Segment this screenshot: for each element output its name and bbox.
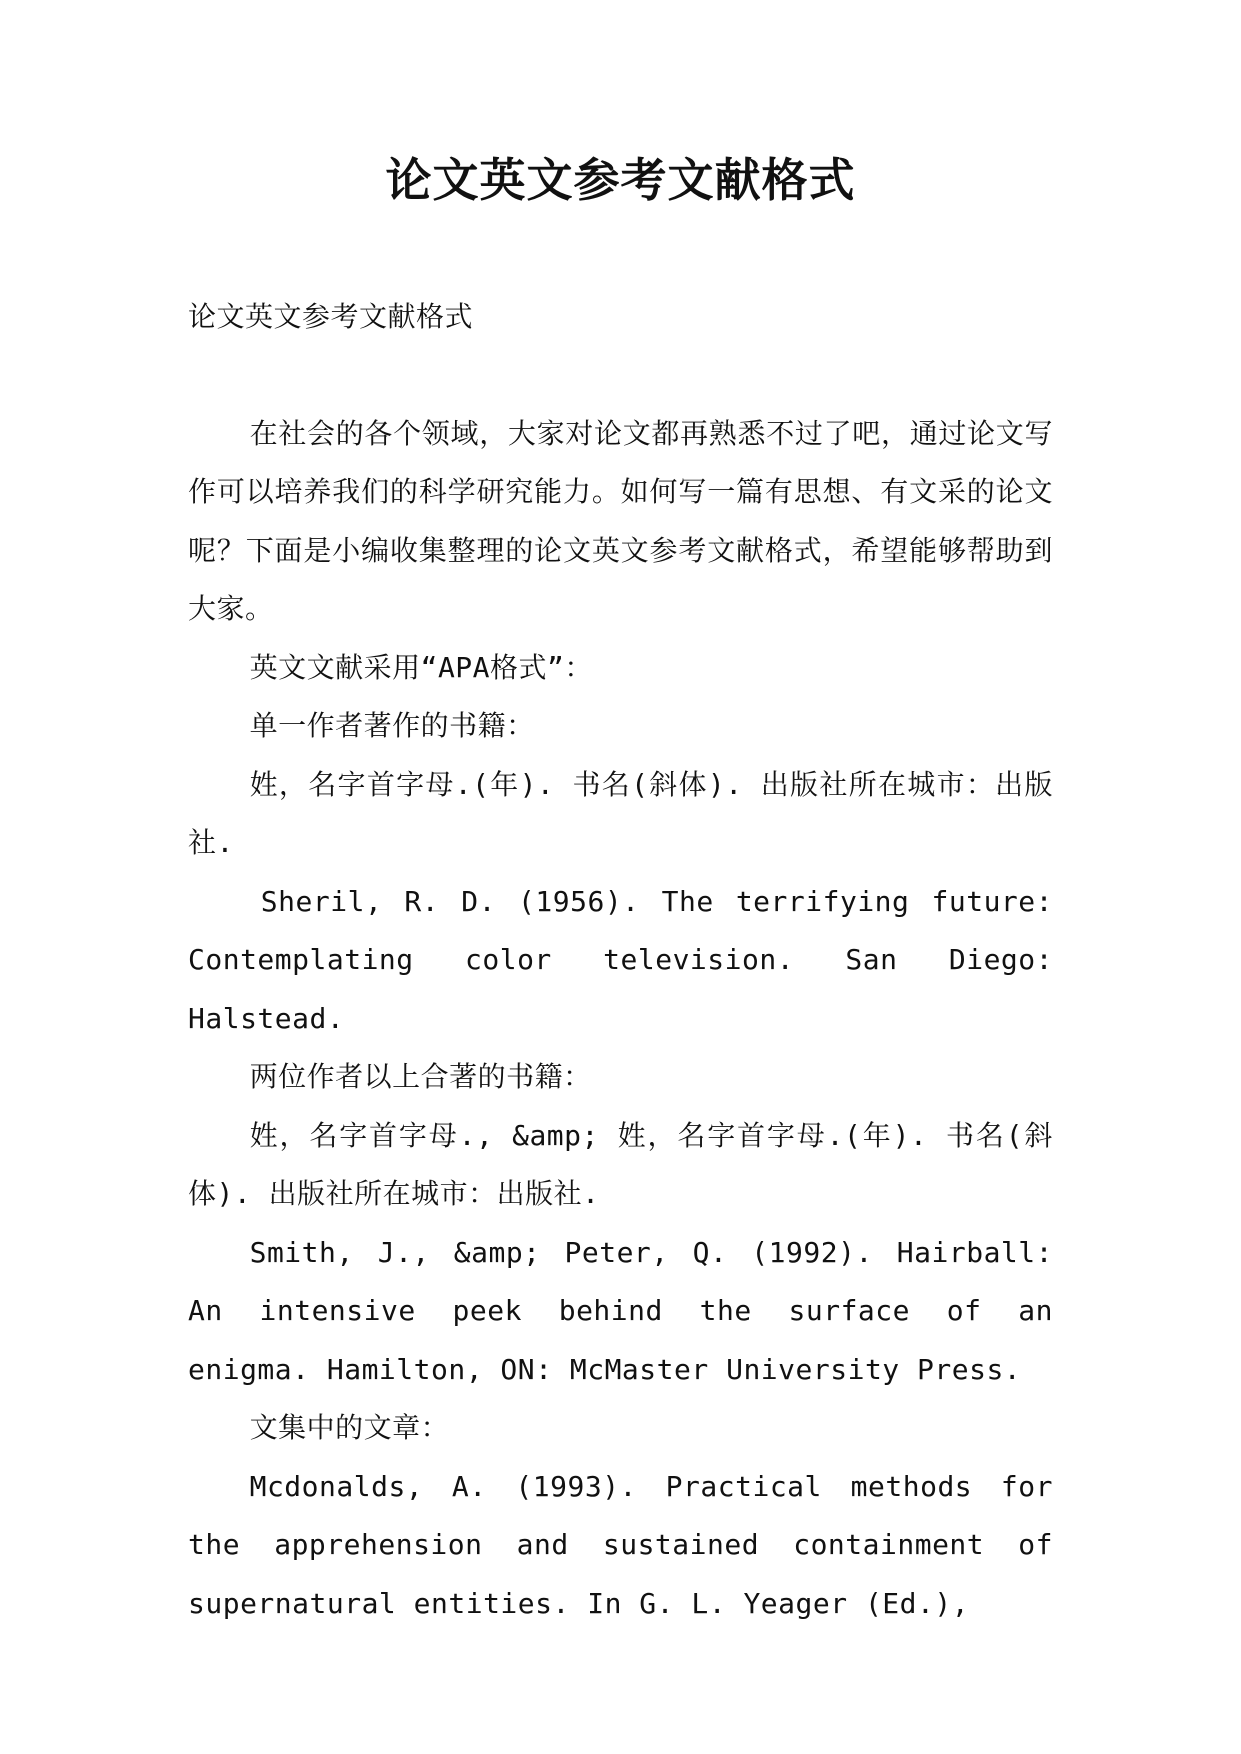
anthology-heading: 文集中的文章： xyxy=(249,1411,450,1444)
apa-format-heading: 英文文献采用“APA格式”： xyxy=(249,650,593,684)
single-author-example: Sheril, R. D. (1956). The terrifying future: Contemplating color television. San Diego: Halstead. xyxy=(188,884,1053,1035)
multi-author-heading: 两位作者以上合著的书籍： xyxy=(249,1060,592,1093)
intro-paragraph: 在社会的各个领域，大家对论文都再熟悉不过了吧，通过论文写作可以培养我们的科学研究能力。如何写一篇有思想、有文采的论文呢？下面是小编收集整理的论文英文参考文献格式，希望能够帮助到大家。 xyxy=(188,416,1053,625)
document-title: 论文英文参考文献格式 xyxy=(385,153,856,207)
single-author-heading: 单一作者著作的书籍： xyxy=(249,709,535,742)
document-body xyxy=(188,288,1053,1633)
multi-author-template: 姓，名字首字母., &amp; 姓，名字首字母.(年). 书名(斜体). 出版社所在城市：出版社. xyxy=(188,1118,1053,1210)
anthology-example: Mcdonalds, A. (1993). Practical methods for the apprehension and sustained containment of supernatural entities. In G. L. Yeager (Ed.), xyxy=(188,1469,1053,1620)
single-author-template: 姓，名字首字母.(年). 书名(斜体). 出版社所在城市：出版社. xyxy=(188,767,1053,859)
multi-author-example: Smith, J., &amp; Peter, Q. (1992). Hairball: An intensive peek behind the surface of an enigma. Hamilton, ON: McMaster University Press. xyxy=(188,1235,1053,1386)
document-subtitle: 论文英文参考文献格式 xyxy=(188,300,474,333)
